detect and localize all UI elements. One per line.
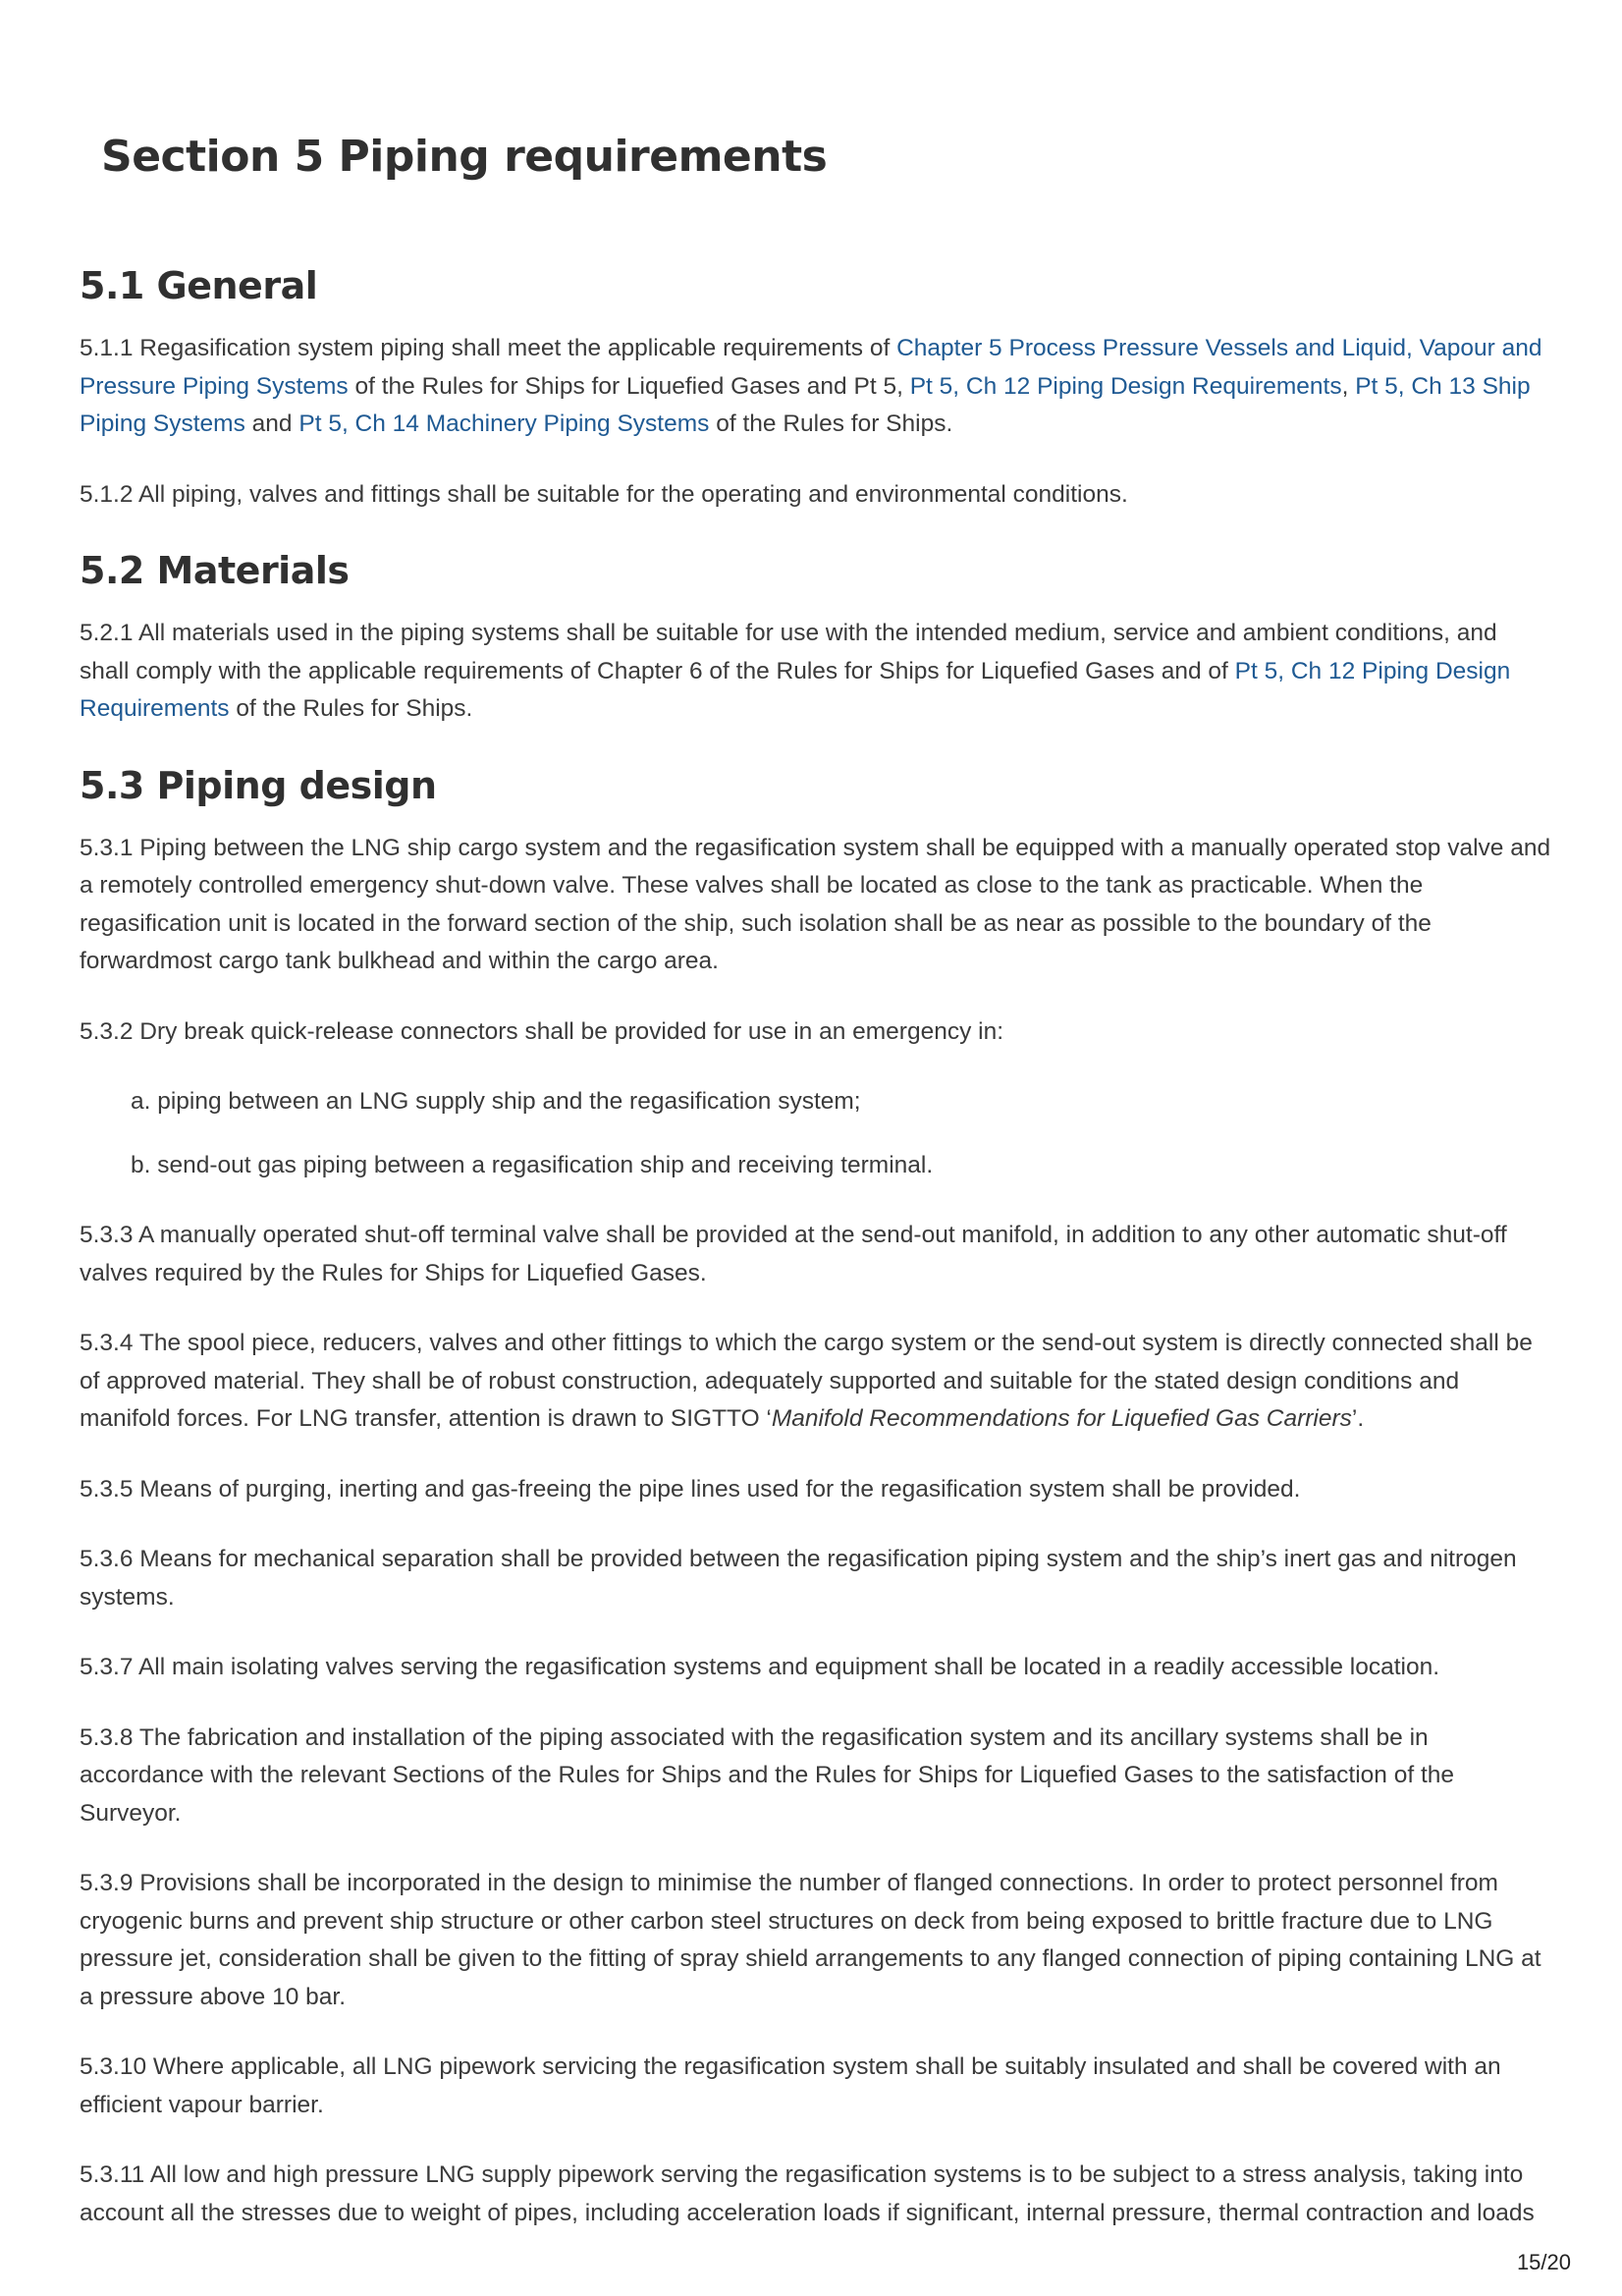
paragraph-5-3-8: 5.3.8 The fabrication and installation of the piping associated with the regasification system and its ancillary systems shall be in accordance with the relevant Sections of the Rules for Ships and the Rules for Ships for Liquefied Gases to the satisfaction of the Surveyor. [80, 1723, 1455, 1827]
list-item-b: b. send-out gas piping between a regasification ship and receiving terminal. [131, 1151, 934, 1178]
paragraph-5-2-1: 5.2.1 All materials used in the piping systems shall be suitable for use with the intended medium, service and ambient conditions, and shall comply with the applicable requirements of Chapter 6 of the Rules for Ships for Liquefied Gases and of Pt 5, Ch 12 Piping Design Requirements of the Rules for Ships. [80, 620, 1511, 722]
section-5-1 [80, 261, 1552, 514]
heading-5-1: 5.1 General [80, 264, 318, 307]
paragraph-5-3-6: 5.3.6 Means for mechanical separation shall be provided between the regasification piping system and the ship’s inert gas and nitrogen systems. [80, 1546, 1517, 1611]
heading-5-2: 5.2 Materials [80, 549, 350, 592]
paragraph-5-3-9: 5.3.9 Provisions shall be incorporated in the design to minimise the number of flanged connections. In order to protect personnel from cryogenic burns and prevent ship structure or other carbon steel structures on deck from being exposed to brittle fracture due to LNG pressure jet, consideration shall be given to the fitting of spray shield arrangements to any flanged connection of piping containing LNG at a pressure above 10 bar. [80, 1870, 1541, 2010]
document-page [80, 128, 1552, 2265]
link-pt5-ch12-materials[interactable]: Pt 5, Ch 12 Piping Design Requirements [80, 657, 1511, 722]
paragraph-5-3-7: 5.3.7 All main isolating valves serving the regasification systems and equipment shall be located in a readily accessible location. [80, 1654, 1440, 1680]
section-5-2 [80, 546, 1552, 729]
paragraph-5-1-2: 5.1.2 All piping, valves and fittings shall be suitable for the operating and environmental conditions. [80, 480, 1128, 508]
paragraph-5-3-2: 5.3.2 Dry break quick-release connectors shall be provided for use in an emergency in: [80, 1017, 1004, 1045]
section-title: Section 5 Piping requirements [101, 132, 828, 182]
paragraph-5-3-4: 5.3.4 The spool piece, reducers, valves and other fittings to which the cargo system or the send-out system is directly connected shall be of approved material. They shall be of robust construction, adequately supported and suitable for the stated design conditions and manifold forces. For LNG transfer, attention is drawn to SIGTTO ‘Manifold Recommendations for Liquefied Gas Carriers’. [80, 1330, 1533, 1432]
paragraph-5-3-3: 5.3.3 A manually operated shut-off terminal valve shall be provided at the send-out manifold, in addition to any other automatic shut-off valves required by the Rules for Ships for Liquefied Gases. [80, 1222, 1507, 1286]
paragraph-5-1-1: 5.1.1 Regasification system piping shall meet the applicable requirements of Chapter 5 Process Pressure Vessels and Liquid, Vapour and Pressure Piping Systems of the Rules for Ships for Liquefied Gases and Pt 5, Pt 5, Ch 12 Piping Design Requirements, Pt 5, Ch 13 Ship Piping Systems and Pt 5, Ch 14 Machinery Piping Systems of the Rules for Ships. [80, 335, 1542, 437]
paragraph-5-3-5: 5.3.5 Means of purging, inerting and gas-freeing the pipe lines used for the regasification system shall be provided. [80, 1475, 1301, 1503]
paragraph-5-3-11: 5.3.11 All low and high pressure LNG supply pipework serving the regasification systems is to be subject to a stress analysis, taking into account all the stresses due to weight of pipes, including acceleration loads if significant, internal pressure, thermal contraction and loads [80, 2161, 1535, 2226]
link-pt5-ch12[interactable]: Pt 5, Ch 12 Piping Design Requirements [909, 372, 1342, 400]
paragraph-5-3-1: 5.3.1 Piping between the LNG ship cargo system and the regasification system shall be equipped with a manually operated stop valve and a remotely controlled emergency shut-down valve. These valves shall be located as close to the tank as practicable. When the regasification unit is located in the forward section of the ship, such isolation shall be as near as possible to the boundary of the forwardmost cargo tank bulkhead and within the cargo area. [80, 834, 1551, 974]
list-item-a: a. piping between an LNG supply ship and the regasification system; [131, 1088, 861, 1115]
link-pt5-ch14[interactable]: Pt 5, Ch 14 Machinery Piping Systems [298, 410, 710, 437]
page-number: 15/20 [1516, 2250, 1571, 2274]
heading-5-3: 5.3 Piping design [80, 763, 437, 807]
section-5-3 [80, 761, 1552, 2233]
link-pt5-ch13[interactable]: Pt 5, Ch 13 Ship Piping Systems [80, 372, 1531, 437]
paragraph-5-3-10: 5.3.10 Where applicable, all LNG pipework servicing the regasification system shall be suitably insulated and shall be covered with an efficient vapour barrier. [80, 2053, 1501, 2118]
link-chapter-5[interactable]: Chapter 5 Process Pressure Vessels and Liquid, Vapour and Pressure Piping Systems [80, 335, 1542, 400]
